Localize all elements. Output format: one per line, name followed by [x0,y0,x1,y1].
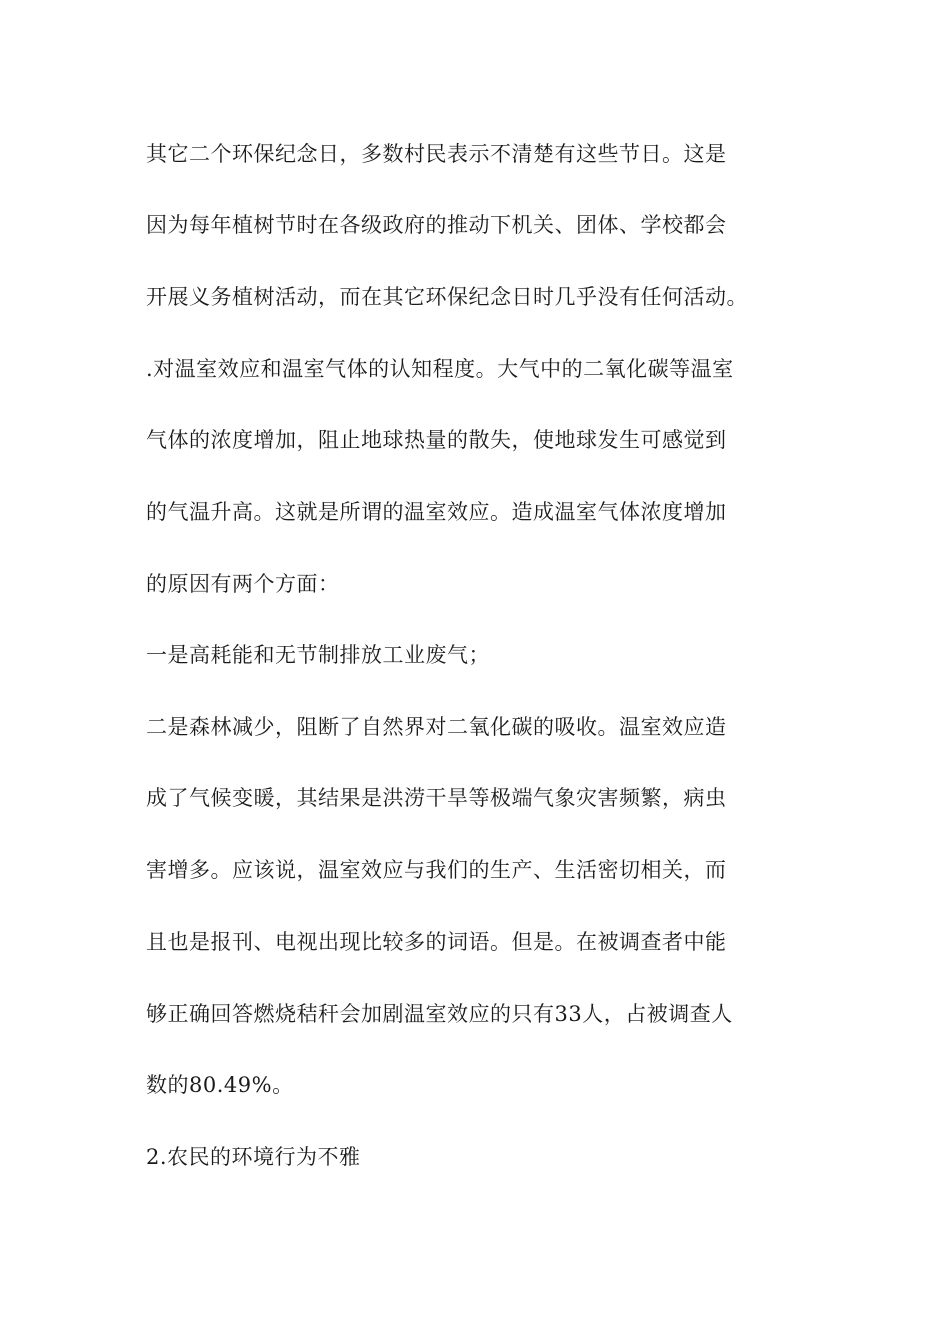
list-item: 一是高耗能和无节制排放工业废气； [146,643,490,667]
paragraph-line: 的气温升高。这就是所谓的温室效应。造成温室气体浓度增加 [146,500,727,524]
paragraph-line: 够正确回答燃烧秸秆会加剧温室效应的只有33人，占被调查人 [146,1002,733,1026]
paragraph-line: 因为每年植树节时在各级政府的推动下机关、团体、学校都会 [146,213,727,237]
paragraph-line: 开展义务植树活动，而在其它环保纪念日时几乎没有任何活动。 [146,285,748,309]
paragraph-line: 气体的浓度增加，阻止地球热量的散失，使地球发生可感觉到 [146,428,727,452]
paragraph-line: 且也是报刊、电视出现比较多的词语。但是。在被调查者中能 [146,930,727,954]
paragraph-line: 的原因有两个方面： [146,572,340,596]
paragraph-line: 害增多。应该说，温室效应与我们的生产、生活密切相关，而 [146,858,727,882]
paragraph-line: 数的80.49%。 [146,1073,294,1097]
paragraph-line: .对温室效应和温室气体的认知程度。大气中的二氧化碳等温室 [146,357,734,381]
paragraph-line: 其它二个环保纪念日，多数村民表示不清楚有这些节日。这是 [146,142,727,166]
paragraph-line: 成了气候变暖，其结果是洪涝干旱等极端气象灾害频繁，病虫 [146,786,727,810]
list-item: 二是森林减少，阻断了自然界对二氧化碳的吸收。温室效应造 [146,715,727,739]
section-heading: 2.农民的环境行为不雅 [146,1145,361,1169]
